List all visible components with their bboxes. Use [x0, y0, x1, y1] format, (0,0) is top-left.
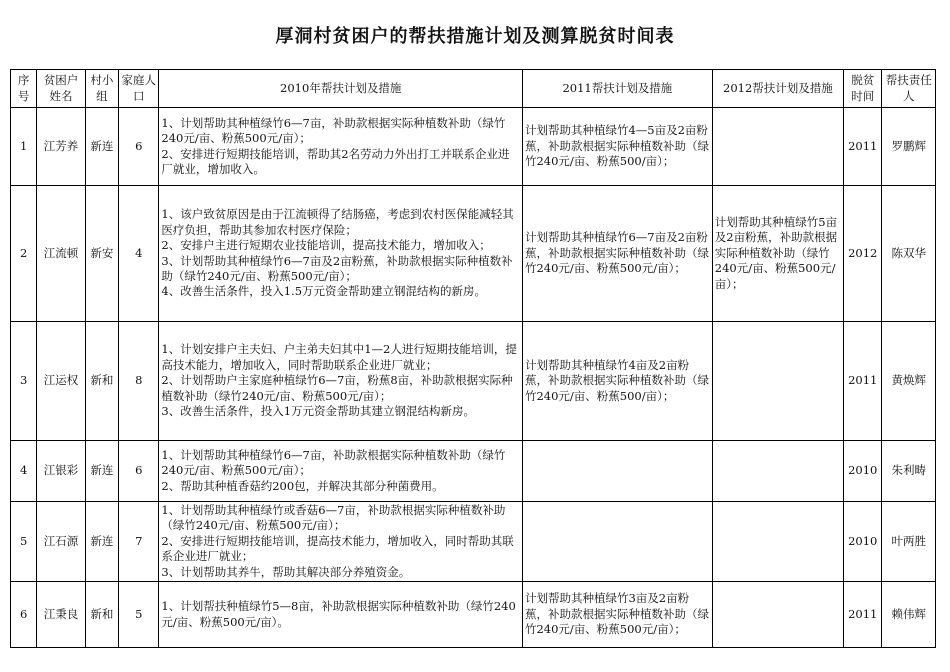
cell-name: 江银彩 — [37, 441, 85, 502]
header-group: 村小组 — [85, 70, 118, 108]
plan-item: 4、改善生活条件，投入1.5万元资金帮助建立钢混结构的新房。 — [161, 284, 487, 299]
plan-item: 1、计划安排户主夫妇、户主弟夫妇其中1—2人进行短期技能培训，提高技术能力，增加收入，同时帮助联系企业进厂就业； — [161, 342, 517, 372]
cell-no: 1 — [11, 108, 37, 186]
cell-name: 江流顿 — [37, 186, 85, 322]
plan-item: 1、该户致贫原因是由于江流顿得了结肠癌，考虑到农村医保能减轻其医疗负担，帮助其参加农村医疗保险； — [161, 207, 514, 237]
cell-person: 黄焕辉 — [882, 322, 936, 441]
cell-plan2010 — [159, 441, 523, 502]
cell-pop: 4 — [119, 186, 159, 322]
plan-item: 2、帮助其种植香菇约200包，并解决其部分种菌费用。 — [161, 478, 444, 493]
cell-name: 江石源 — [37, 502, 85, 582]
cell-plan2011 — [522, 441, 712, 502]
cell-plan2011 — [522, 322, 712, 441]
cell-year: 2010 — [844, 502, 882, 582]
header-pop: 家庭人口 — [119, 70, 159, 108]
cell-group: 新连 — [85, 108, 118, 186]
cell-plan2010 — [159, 108, 523, 186]
cell-year: 2011 — [844, 582, 882, 648]
cell-plan2012 — [712, 322, 843, 441]
header-no: 序号 — [11, 70, 37, 108]
plan-item: 计划帮助其种植绿竹5亩及2亩粉蕉，补助款根据实际种植数补助（绿竹240元/亩、粉蕉500元/亩）； — [714, 214, 838, 291]
cell-year: 2011 — [844, 108, 882, 186]
cell-plan2011 — [522, 186, 712, 322]
plan-item: 计划帮助其种植绿竹6—7亩及2亩粉蕉，补助款根据实际种植数补助（绿竹240元/亩、粉蕉500元/亩）； — [524, 230, 709, 276]
plan-item: 2、安排进行短期技能培训，提高技术能力，增加收入，同时帮助其联系企业进厂就业； — [161, 533, 514, 564]
table-row — [11, 108, 936, 186]
cell-group: 新和 — [85, 582, 118, 648]
cell-plan2012 — [712, 108, 843, 186]
header-plan2010: 2010年帮扶计划及措施 — [159, 70, 523, 108]
table-row — [11, 322, 936, 441]
cell-group: 新安 — [85, 186, 118, 322]
header-row — [11, 70, 936, 108]
cell-group: 新连 — [85, 441, 118, 502]
plan-item: 1、计划帮助其种植绿竹6—7亩，补助款根据实际种植数补助（绿竹240元/亩、粉蕉500元/亩）； — [161, 115, 506, 146]
cell-plan2012 — [712, 502, 843, 582]
cell-no: 5 — [11, 502, 37, 582]
cell-no: 3 — [11, 322, 37, 441]
cell-plan2011 — [522, 108, 712, 186]
cell-pop: 5 — [119, 582, 159, 648]
cell-year: 2011 — [844, 322, 882, 441]
page-title: 厚洞村贫困户的帮扶措施计划及测算脱贫时间表 — [275, 26, 675, 47]
header-plan2012: 2012帮扶计划及措施 — [712, 70, 843, 108]
cell-no: 6 — [11, 582, 37, 648]
cell-pop: 7 — [119, 502, 159, 582]
cell-name: 江秉良 — [37, 582, 85, 648]
table-row — [11, 502, 936, 582]
cell-year: 2010 — [844, 441, 882, 502]
table-row — [11, 441, 936, 502]
cell-name: 江芳养 — [37, 108, 85, 186]
cell-person: 陈双华 — [882, 186, 936, 322]
header-year: 脱贫时间 — [844, 70, 882, 108]
header-name: 贫困户姓名 — [37, 70, 85, 108]
header-plan2011: 2011帮扶计划及措施 — [522, 70, 712, 108]
plan-item: 2、安排进行短期技能培训，帮助其2名劳动力外出打工并联系企业进厂就业，增加收入。 — [161, 146, 510, 176]
cell-group: 新和 — [85, 322, 118, 441]
cell-plan2010 — [159, 582, 523, 648]
cell-no: 2 — [11, 186, 37, 322]
cell-person: 赖伟辉 — [882, 582, 936, 648]
table-row — [11, 186, 936, 322]
cell-year: 2012 — [844, 186, 882, 322]
plan-item: 1、计划帮助其种植绿竹6—7亩，补助款根据实际种植数补助（绿竹240元/亩、粉蕉500元/亩）； — [161, 447, 506, 478]
plan-item: 2、安排户主进行短期农业技能培训，提高技术能力，增加收入； — [161, 238, 491, 253]
cell-person: 朱利畴 — [882, 441, 936, 502]
cell-plan2010 — [159, 186, 523, 322]
plan-item: 3、改善生活条件，投入1万元资金帮助其建立钢混结构新房。 — [161, 404, 476, 419]
plan-item: 3、计划帮助其种植绿竹6—7亩及2亩粉蕉，补助款根据实际种植数补助（绿竹240元/亩、粉蕉500元/亩）； — [161, 253, 513, 283]
plan-item: 1、计划帮扶种植绿竹5—8亩，补助款根据实际种植数补助（绿竹240元/亩、粉蕉500元/亩）。 — [161, 599, 516, 629]
plan-item: 3、计划帮助其养牛，帮助其解决部分养殖资金。 — [161, 564, 411, 579]
cell-person: 罗鹏辉 — [882, 108, 936, 186]
cell-no: 4 — [11, 441, 37, 502]
cell-pop: 6 — [119, 441, 159, 502]
cell-plan2012 — [712, 186, 843, 322]
cell-plan2012 — [712, 441, 843, 502]
plan-item: 计划帮助其种植绿竹4—5亩及2亩粉蕉，补助款根据实际种植数补助（绿竹240元/亩、粉蕉500/亩）； — [524, 123, 709, 169]
cell-pop: 6 — [119, 108, 159, 186]
table-row — [11, 582, 936, 648]
plan-item: 2、计划帮助户主家庭种植绿竹6—7亩，粉蕉8亩，补助款根据实际种植数补助（绿竹240元/亩、粉蕉500元/亩）； — [161, 373, 513, 403]
cell-plan2010 — [159, 322, 523, 441]
cell-person: 叶两胜 — [882, 502, 936, 582]
cell-plan2012 — [712, 582, 843, 648]
poverty-plan-table — [10, 69, 936, 648]
header-person: 帮扶责任人 — [882, 70, 936, 108]
cell-name: 江运权 — [37, 322, 85, 441]
cell-plan2010 — [159, 502, 523, 582]
plan-item: 计划帮助其种植绿竹3亩及2亩粉蕉，补助款根据实际种植数补助（绿竹240元/亩、粉蕉500元/亩）； — [524, 591, 709, 637]
cell-plan2011 — [522, 502, 712, 582]
cell-pop: 8 — [119, 322, 159, 441]
plan-item: 计划帮助其种植绿竹4亩及2亩粉蕉，补助款根据实际种植数补助（绿竹240元/亩、粉蕉500/亩）； — [524, 357, 709, 403]
cell-plan2011 — [522, 582, 712, 648]
plan-item: 1、计划帮助其种植绿竹或香菇6—7亩，补助款根据实际种植数补助（绿竹240元/亩、粉蕉500元/亩）； — [161, 502, 506, 533]
cell-group: 新连 — [85, 502, 118, 582]
